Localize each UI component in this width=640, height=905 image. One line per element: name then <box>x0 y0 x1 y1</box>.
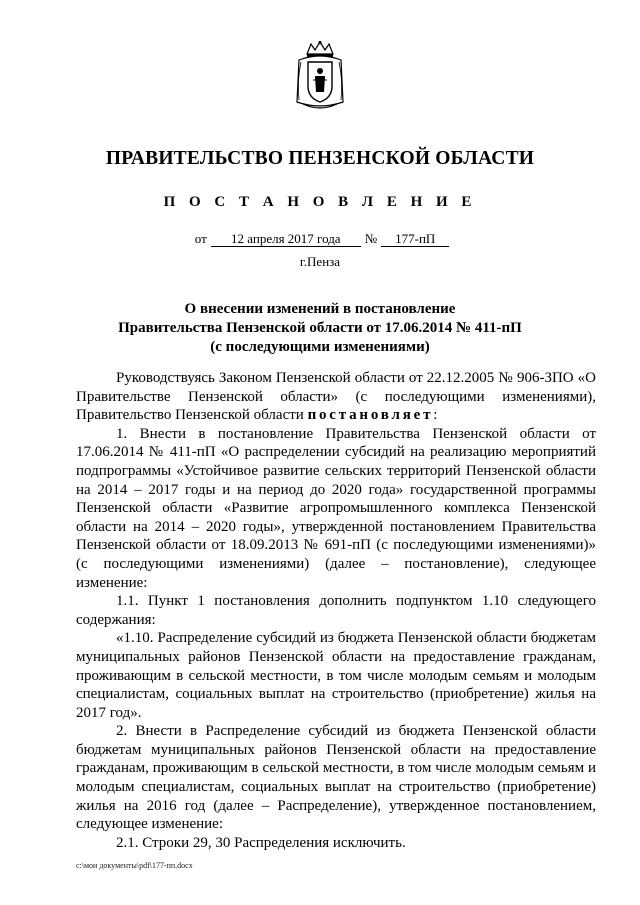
heading-line-2: Правительства Пензенской области от 17.06.2014 № 411-пП <box>118 320 522 336</box>
heading-line-3: (с последующими изменениями) <box>210 339 430 355</box>
document-date: 12 апреля 2017 года <box>211 231 361 247</box>
heading-line-1: О внесении изменений в постановление <box>184 301 456 317</box>
intro-paragraph <box>76 369 596 425</box>
document-number: 177-пП <box>381 231 449 247</box>
resolves-keyword: постановляет <box>307 407 434 424</box>
document-type: П О С Т А Н О В Л Е Н И Е <box>163 194 477 210</box>
paragraph-1: 1. Внести в постановление Правительства Пензенской области от 17.06.2014 № 411-пП «О распределении субсидий на реализацию мероприятий подпрограммы «Устойчивое развитие сельских территорий Пензенской области на 2014 – 2017 годы и на период до 2020 года» государственной программы Пензенской области «Развитие агропромышленного комплекса Пензенской области на 2014 – 2020 годы», утвержденной постановлением Правительства Пензенской области от 18.09.2013 № 691-пП (с последующими изменениями)» (с последующими изменениями) (далее – постановление), следующее изменение: <box>76 425 596 591</box>
document-body <box>76 369 596 852</box>
date-prefix: от <box>194 231 207 246</box>
paragraph-2: 2. Внести в Распределение субсидий из бюджета Пензенской области бюджетам муниципальных районов Пензенской области на предоставление гражданам, проживающим в сельской местности, в том числе молодым семьям и молодым специалистам, социальных выплат на строительство (приобретение) жилья на 2016 год (далее – Распределение), утвержденное постановлением, следующее изменение: <box>76 723 596 833</box>
intro-end: : <box>433 407 438 424</box>
file-path-footer: c:\мои документы\pdf\177-пп.docx <box>76 861 193 870</box>
date-number-line <box>0 231 640 247</box>
paragraph-2-1: 2.1. Строки 29, 30 Распределения исключить. <box>116 834 406 851</box>
coat-of-arms-emblem <box>293 40 347 112</box>
number-prefix: № <box>364 231 378 246</box>
intro-text: Руководствуясь Законом Пензенской области от 22.12.2005 № 906-ЗПО «О Правительстве Пензенской области» (с последующими изменениями), Правительство Пензенской области <box>76 370 596 424</box>
document-heading <box>90 300 550 357</box>
government-name: ПРАВИТЕЛЬСТВО ПЕНЗЕНСКОЙ ОБЛАСТИ <box>105 148 535 169</box>
paragraph-1-1-quote: «1.10. Распределение субсидий из бюджета Пензенской области бюджетам муниципальных районов Пензенской области на предоставление гражданам, проживающим в сельской местности, в том числе молодым семьям и молодым специалистам, социальных выплат на строительство (приобретение) жилья на 2017 год». <box>76 630 596 721</box>
city: г.Пенза <box>299 254 341 269</box>
paragraph-1-1: 1.1. Пункт 1 постановления дополнить подпунктом 1.10 следующего содержания: <box>76 593 596 628</box>
